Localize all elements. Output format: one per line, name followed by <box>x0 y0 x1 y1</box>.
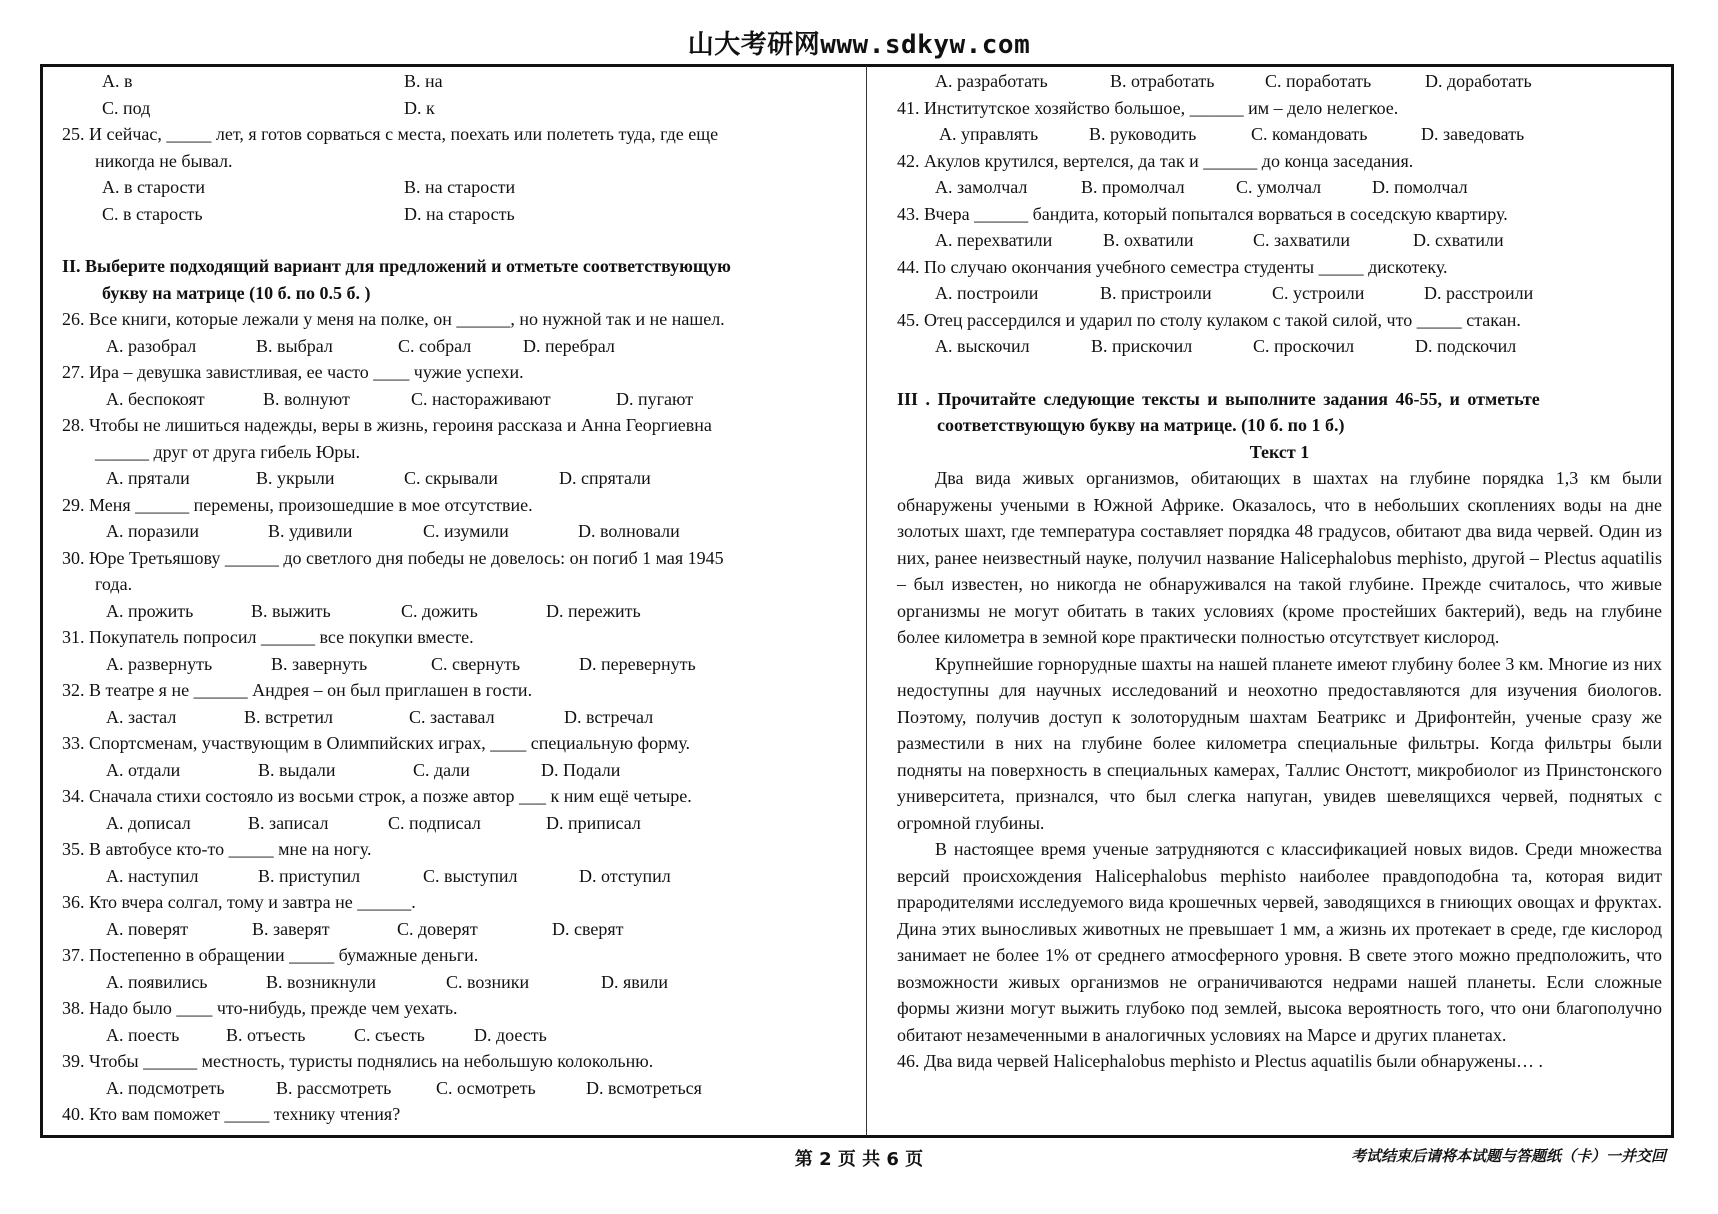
q28-options <box>62 465 842 492</box>
question-28: 28. Чтобы не лишиться надежды, веры в жизнь, героиня рассказа и Анна Георгиевна <box>62 415 712 435</box>
option: A. разработать <box>935 71 1048 91</box>
option: C. командовать <box>1251 124 1368 144</box>
option: C. подписал <box>388 812 481 833</box>
question-41: 41. Институтское хозяйство большое, ______ им – дело нелегкое. <box>897 97 1399 118</box>
option: B. промолчал <box>1081 177 1185 197</box>
q37-options <box>62 969 842 996</box>
question-37: 37. Постепенно в обращении _____ бумажные деньги. <box>62 945 479 965</box>
option: D. заведовать <box>1421 124 1525 144</box>
q31-options <box>62 651 842 678</box>
q41-options <box>897 121 1662 148</box>
option: A. поразили <box>106 521 199 541</box>
question-26: 26. Все книги, которые лежали у меня на полке, он ______, но нужной так и не нашел. <box>62 309 725 329</box>
option: D. помолчал <box>1372 177 1468 197</box>
q33-options <box>62 757 842 784</box>
question-29: 29. Меня ______ перемены, произошедшие в мое отсутствие. <box>62 494 533 515</box>
option: B. волнуют <box>263 388 350 409</box>
q27-options <box>62 386 842 413</box>
option: D. расстроили <box>1424 283 1534 303</box>
paragraph: Крупнейшие горнорудные шахты на нашей планете имеют глубину более 3 км. Многие из них недоступны для научных исследований и неохотно предоставляются для изучения биологов. Поэтому, получив доступ к золоторудным шахтам Беатрикс и Дрифонтейн, ученые сразу же разместили в них на глубине более километра специальные фильтры. Когда фильтры были подняты на поверхность в специальных камерах, Таллис Онстотт, микробиолог из Принстонского университета, признался, что был слегка напуган, увидев шевелящихся червей, поднятых с огромной глубины. <box>897 653 1662 833</box>
option: B. отработать <box>1110 71 1215 91</box>
option: A. развернуть <box>106 653 213 674</box>
option: A. поверят <box>106 918 189 939</box>
option: B. выбрал <box>256 335 333 356</box>
option: A. в <box>102 71 133 91</box>
question-40: 40. Кто вам поможет _____ технику чтения? <box>62 1104 401 1124</box>
option: A. выскочил <box>935 336 1030 356</box>
option: A. дописал <box>106 812 191 833</box>
question-28-continuation: ______ друг от друга гибель Юры. <box>95 441 360 462</box>
option: A. в старости <box>102 177 205 197</box>
option: B. выдали <box>258 759 336 780</box>
q44-options <box>897 280 1662 307</box>
question-44: 44. По случаю окончания учебного семестра студенты _____ дискотеку. <box>897 256 1448 277</box>
option: B. завернуть <box>271 653 368 674</box>
option: C. заставал <box>409 706 495 727</box>
option: C. поработать <box>1265 71 1372 91</box>
option: D. всмотреться <box>586 1077 702 1098</box>
option: C. захватили <box>1253 230 1351 250</box>
option: B. заверят <box>252 918 330 939</box>
q30-options <box>62 598 842 625</box>
paragraph: Два вида живых организмов, обитающих в шахтах на глубине порядка 1,3 км были обнаружены учеными в Южной Африке. Оказалось, что в небольших скоплениях воды на дне золотых шахт, где температура составляет порядка 48 градусов, обитают два вида червей. Один из них, ранее неизвестный науке, получил название Halicephalobus mephisto, другой – Plectus aquatilis – был известен, но никогда не обнаруживался на такой глубине. Прежде считалось, что живые организмы не могут обитать в таких условиях (кроме простейших бактерий), ведь на глубине более километра в земной коре практически полностью отсутствует кислород. <box>897 468 1662 647</box>
q38-options <box>62 1022 842 1049</box>
option: B. укрыли <box>256 468 335 488</box>
option: B. рассмотреть <box>276 1077 392 1098</box>
option: A. перехватили <box>935 230 1053 250</box>
option: D. к <box>404 97 435 118</box>
option: D. перевернуть <box>579 653 696 674</box>
q35-options <box>62 863 842 890</box>
option: C. осмотреть <box>436 1077 536 1098</box>
section-3-heading: III . Прочитайте следующие тексты и выполните задания 46-55, и отметьте <box>897 388 1540 409</box>
option: C. свернуть <box>431 653 521 674</box>
option: B. записал <box>248 812 329 833</box>
option: D. спрятали <box>559 468 651 488</box>
left-column <box>62 68 842 1128</box>
question-27: 27. Ира – девушка завистливая, ее часто ____ чужие успехи. <box>62 362 524 382</box>
right-column <box>897 68 1662 1075</box>
option: B. удивили <box>268 521 353 541</box>
option: D. пугают <box>616 388 694 409</box>
question-46: 46. Два вида червей Halicephalobus mephisto и Plectus aquatilis были обнаружены… . <box>897 1051 1544 1071</box>
option: D. волновали <box>578 521 680 541</box>
question-34: 34. Сначала стихи состояло из восьми строк, а позже автор ___ к ним ещё четыре. <box>62 786 692 806</box>
page-header-title: 山大考研网www.sdkyw.com <box>687 30 1031 60</box>
text-1-title: Текст 1 <box>1249 441 1310 462</box>
question-33: 33. Спортсменам, участвующим в Олимпийских играх, ____ специальную форму. <box>62 733 691 753</box>
q24-options-row1 <box>62 68 842 95</box>
option: D. доработать <box>1425 71 1532 91</box>
option: A. появились <box>106 971 208 992</box>
option: D. Подали <box>541 759 621 780</box>
option: D. на старость <box>404 203 515 224</box>
option: C. дали <box>413 759 470 780</box>
option: C. проскочил <box>1253 336 1355 356</box>
option: C. собрал <box>398 335 472 356</box>
paragraph: В настоящее время ученые затрудняются с классификацией новых видов. Среди множества версий происхождения Halicephalobus mephisto наиболее правдоподобна та, которая видит прародителями исследуемого вида крошечных червей, заводящихся в гниющих овощах и фруктах. Дина этих выносливых животных не превышает 1 мм, а жизнь их протекает в среде, где кислород занимает не более 1% от среднего атмосферного уровня. В свете этого можно предположить, что возможности живых организмов не ограничиваются недрами нашей планеты. Если сложные формы жизни могут выжить глубоко под землей, высока вероятность того, что они благополучно обитают незамеченными в аналогичных условиях на Марсе и других планетах. <box>897 839 1662 1045</box>
q39-options <box>62 1075 842 1102</box>
option: B. возникнули <box>266 971 376 992</box>
option: C. дожить <box>401 600 478 621</box>
question-31: 31. Покупатель попросил ______ все покупки вместе. <box>62 627 474 647</box>
q25-options-row2 <box>62 201 842 228</box>
option: A. наступил <box>106 865 199 886</box>
option: B. руководить <box>1089 124 1197 144</box>
option: B. охватили <box>1103 230 1194 250</box>
q45-options <box>897 333 1662 360</box>
option: A. прятали <box>106 468 190 488</box>
q34-options <box>62 810 842 837</box>
question-45: 45. Отец рассердился и ударил по столу кулаком с такой силой, что _____ стакан. <box>897 309 1521 330</box>
question-30: 30. Юре Третьяшову ______ до светлого дня победы не довелось: он погиб 1 мая 1945 <box>62 547 724 568</box>
section-2-heading-line2: букву на матрице (10 б. по 0.5 б. ) <box>102 282 371 303</box>
question-43: 43. Вчера ______ бандита, который попытался ворваться в соседскую квартиру. <box>897 203 1508 224</box>
question-25: 25. И сейчас, _____ лет, я готов сорваться с места, поехать или полететь туда, где еще <box>62 124 719 144</box>
option: B. на старости <box>404 177 516 197</box>
option: B. приступил <box>258 865 361 886</box>
option: A. прожить <box>106 600 194 621</box>
option: D. пережить <box>546 600 641 621</box>
option: D. сверят <box>552 918 624 939</box>
option: C. в старость <box>102 203 203 224</box>
question-35: 35. В автобусе кто-то _____ мне на ногу. <box>62 839 372 859</box>
option: B. на <box>404 71 443 91</box>
option: A. застал <box>106 706 177 727</box>
q40-options <box>897 68 1662 95</box>
q25-options-row1 <box>62 174 842 201</box>
option: D. встречал <box>564 706 654 727</box>
q29-options <box>62 518 842 545</box>
option: D. перебрал <box>523 335 615 356</box>
question-39: 39. Чтобы ______ местность, туристы поднялись на небольшую колокольню. <box>62 1051 654 1071</box>
option: B. выжить <box>251 600 331 621</box>
option: A. замолчал <box>935 177 1028 197</box>
question-30-continuation: года. <box>95 574 133 594</box>
option: C. скрывали <box>404 468 498 488</box>
section-2-heading: II. Выберите подходящий вариант для предложений и отметьте соответствующую <box>62 256 731 276</box>
option: C. изумили <box>423 521 509 541</box>
question-36: 36. Кто вчера солгал, тому и завтра не ______. <box>62 892 416 912</box>
q43-options <box>897 227 1662 254</box>
option: A. разобрал <box>106 335 197 356</box>
option: D. схватили <box>1413 230 1504 250</box>
question-42: 42. Акулов крутился, вертелся, да так и ______ до конца заседания. <box>897 150 1414 171</box>
option: B. отъесть <box>226 1024 306 1045</box>
option: A. поесть <box>106 1024 180 1045</box>
q26-options <box>62 333 842 360</box>
footer-note: 考试结束后请将本试题与答题纸（卡）一并交回 <box>1350 1147 1666 1165</box>
option: A. отдали <box>106 759 181 780</box>
option: C. доверят <box>397 918 478 939</box>
option: D. доесть <box>474 1024 547 1045</box>
option: B. пристроили <box>1100 283 1212 303</box>
option: A. управлять <box>939 124 1039 144</box>
option: A. подсмотреть <box>106 1077 225 1098</box>
option: C. умолчал <box>1236 177 1322 197</box>
option: B. прискочил <box>1091 336 1193 356</box>
q24-options-row2 <box>62 95 842 122</box>
option: D. явили <box>601 971 669 992</box>
option: C. возники <box>446 971 530 992</box>
option: A. беспокоят <box>106 388 205 409</box>
question-32: 32. В театре я не ______ Андрея – он был приглашен в гости. <box>62 680 533 700</box>
section-3-heading-line2: соответствующую букву на матрице. (10 б. по 1 б.) <box>937 415 1345 435</box>
option: D. подскочил <box>1415 336 1517 356</box>
q36-options <box>62 916 842 943</box>
column-divider <box>866 66 867 1136</box>
option: B. встретил <box>244 706 333 727</box>
option: D. приписал <box>546 812 641 833</box>
option: C. настораживают <box>411 388 551 409</box>
option: C. под <box>102 97 151 118</box>
q32-options <box>62 704 842 731</box>
page-number: 第 2 页 共 6 页 <box>794 1149 924 1170</box>
option: C. съесть <box>354 1024 425 1045</box>
option: D. отступил <box>579 865 671 886</box>
question-25-continuation: никогда не бывал. <box>95 150 233 171</box>
question-38: 38. Надо было ____ что-нибудь, прежде чем уехать. <box>62 998 458 1018</box>
q42-options <box>897 174 1662 201</box>
option: C. выступил <box>423 865 518 886</box>
option: A. построили <box>935 283 1039 303</box>
option: C. устроили <box>1272 283 1365 303</box>
